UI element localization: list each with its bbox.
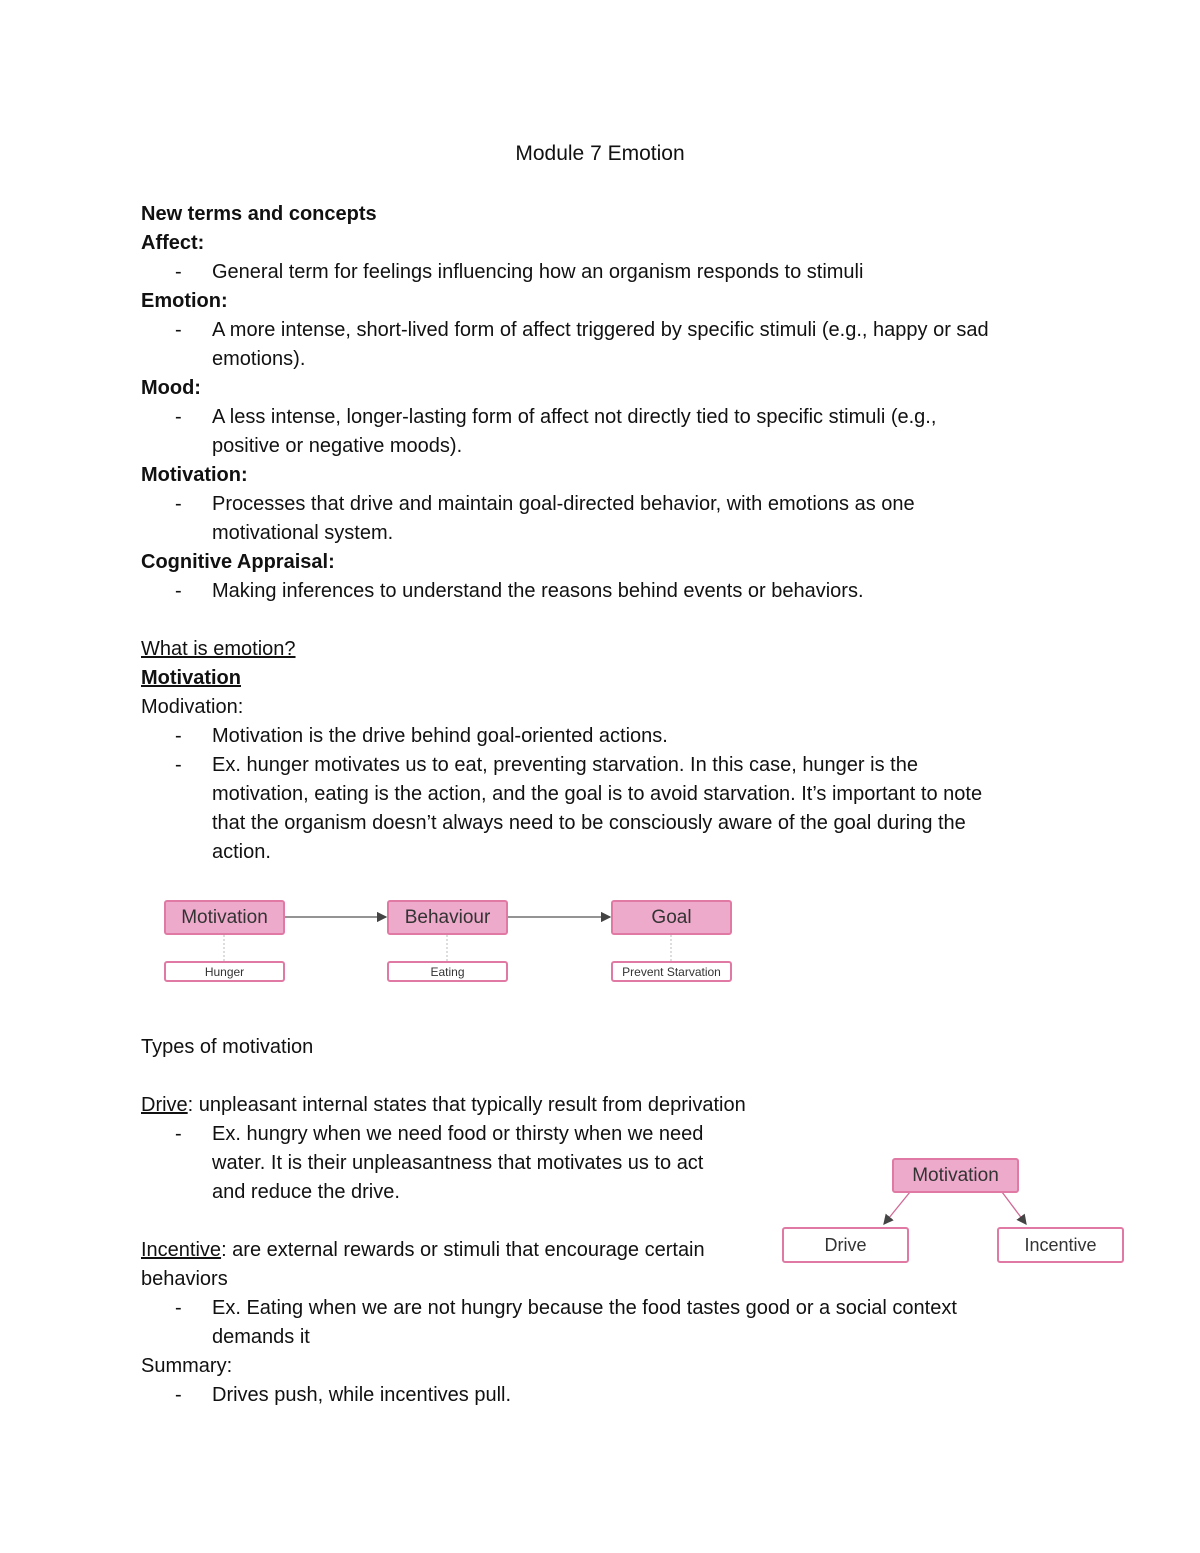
term-emotion: Emotion: — [141, 290, 228, 312]
diagram-example-prevent-starvation: Prevent Starvation — [611, 961, 732, 982]
diagram2-node-incentive: Incentive — [997, 1227, 1124, 1263]
section-label: Modivation: — [141, 696, 244, 718]
term-mood: Mood: — [141, 377, 201, 399]
section-heading: What is emotion? — [141, 638, 296, 660]
types-heading: Types of motivation — [141, 1036, 314, 1058]
bullet-item: - Motivation is the drive behind goal-oriented actions. — [175, 725, 668, 747]
bullet-item: - A less intense, longer-lasting form of affect not directly tied to specific stimuli (e.g., positive or negative moods). — [175, 406, 937, 457]
incentive-definition: Incentive: are external rewards or stimuli that encourage certain behaviors — [141, 1239, 705, 1290]
bullet-item: - Ex. hungry when we need food or thirsty when we need water. It is their unpleasantness that motivates us to act and reduce the drive. — [175, 1123, 704, 1203]
term-motivation: Motivation: — [141, 464, 248, 486]
bullet-item: - Processes that drive and maintain goal-directed behavior, with emotions as one motivational system. — [175, 493, 915, 544]
terms-heading: New terms and concepts — [141, 203, 377, 225]
document-title: Module 7 Emotion — [515, 142, 685, 165]
section-subheading: Motivation — [141, 667, 241, 689]
diagram-node-goal: Goal — [611, 900, 732, 935]
bullet-item: - A more intense, short-lived form of affect triggered by specific stimuli (e.g., happy or sad emotions). — [175, 319, 989, 370]
summary-label: Summary: — [141, 1355, 233, 1377]
diagram-example-eating: Eating — [387, 961, 508, 982]
types-section — [141, 1033, 1071, 1410]
bullet-item: - Ex. hunger motivates us to eat, preventing starvation. In this case, hunger is the motivation, eating is the action, and the goal is to avoid starvation. It’s important to note that the organism doesn’t always need to be consciously aware of the goal during the action. — [175, 754, 983, 863]
bullet-item: - General term for feelings influencing how an organism responds to stimuli — [175, 261, 864, 283]
bullet-item: - Drives push, while incentives pull. — [175, 1384, 512, 1406]
term-cognitive-appraisal: Cognitive Appraisal: — [141, 551, 335, 573]
bullet-item: - Ex. Eating when we are not hungry because the food tastes good or a social context demands it — [175, 1297, 957, 1348]
bullet-item: - Making inferences to understand the reasons behind events or behaviors. — [175, 580, 864, 602]
diagram2-node-drive: Drive — [782, 1227, 909, 1263]
term-affect: Affect: — [141, 232, 205, 254]
drive-definition: Drive: unpleasant internal states that typically result from deprivation — [141, 1094, 746, 1116]
diagram-node-behaviour: Behaviour — [387, 900, 508, 935]
diagram-node-motivation: Motivation — [164, 900, 285, 935]
diagram2-node-motivation: Motivation — [892, 1158, 1019, 1193]
diagram-example-hunger: Hunger — [164, 961, 285, 982]
